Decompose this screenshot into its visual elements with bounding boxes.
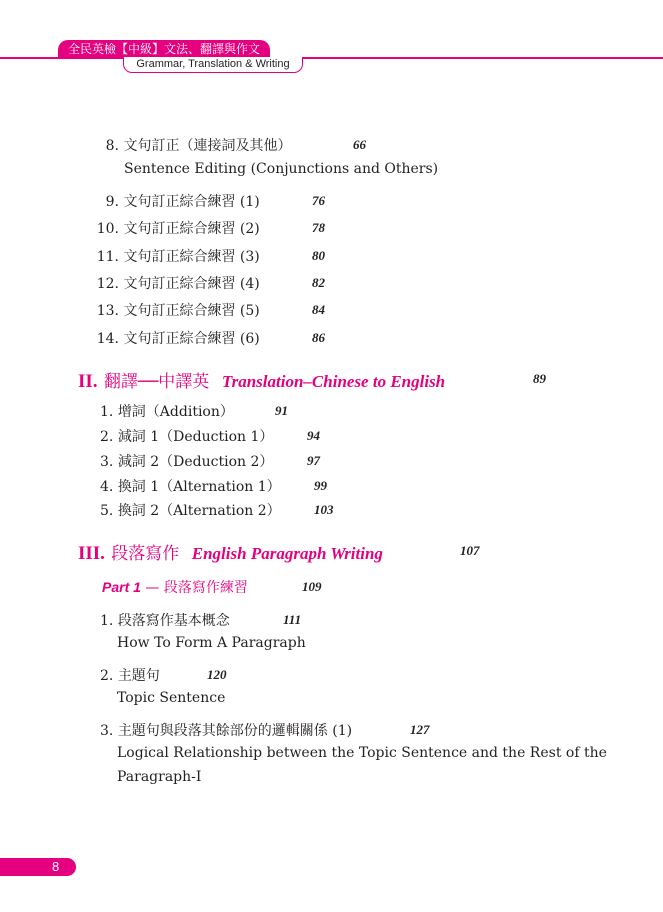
entry-number: 12.	[96, 276, 119, 292]
section-page: 107	[460, 543, 480, 558]
section-title-zh: 翻譯──中譯英	[103, 372, 210, 392]
footer-page-tab	[0, 858, 76, 876]
section-title-en: English Paragraph Writing	[191, 544, 383, 563]
entry-title: 文句訂正（連接詞及其他）	[123, 138, 292, 154]
toc-entry[interactable]	[100, 476, 281, 496]
entry-page: 91	[275, 403, 288, 418]
entry-title: 段落寫作基本概念	[117, 613, 230, 629]
entry-number: 10.	[96, 221, 119, 237]
entry-title: 文句訂正綜合練習 (5)	[123, 303, 260, 319]
header-title: 全民英檢【中級】文法、翻譯與作文	[58, 40, 270, 58]
entry-page: 99	[314, 478, 327, 493]
entry-title: 主題句與段落其餘部份的邏輯關係 (1)	[117, 723, 353, 739]
entry-title: 換詞 1（Alternation 1）	[117, 479, 281, 495]
section-title-en: Translation–Chinese to English	[221, 372, 446, 391]
section-heading[interactable]	[78, 367, 445, 393]
toc-entry[interactable]	[100, 451, 273, 471]
entry-page: 76	[312, 193, 325, 208]
entry-title: 文句訂正綜合練習 (1)	[123, 194, 260, 210]
toc-entry[interactable]	[95, 218, 260, 238]
entry-number: 1.	[100, 404, 114, 420]
entry-title: 文句訂正綜合練習 (6)	[123, 331, 260, 347]
entry-number: 3.	[100, 454, 114, 470]
entry-number: 13.	[96, 303, 119, 319]
part-page: 109	[302, 579, 322, 594]
toc-entry[interactable]	[95, 300, 260, 320]
entry-page: 97	[307, 453, 320, 468]
toc-entry[interactable]	[100, 665, 160, 685]
section-title-zh: 段落寫作	[111, 544, 180, 564]
section-number: III.	[78, 543, 105, 564]
entry-subtitle: How To Form A Paragraph	[117, 635, 306, 651]
part-heading[interactable]	[102, 577, 248, 597]
entry-subtitle-continued: Paragraph-I	[117, 769, 202, 785]
entry-number: 4.	[100, 479, 114, 495]
entry-page: 111	[283, 612, 302, 627]
section-heading[interactable]	[78, 539, 383, 565]
entry-title: 主題句	[117, 668, 160, 684]
entry-number: 5.	[100, 503, 114, 519]
toc-entry[interactable]	[100, 610, 230, 630]
toc-entry[interactable]	[95, 191, 260, 211]
entry-page: 127	[410, 722, 430, 737]
entry-title: 文句訂正綜合練習 (2)	[123, 221, 260, 237]
toc-entry[interactable]	[100, 720, 352, 740]
entry-subtitle: Topic Sentence	[117, 690, 226, 706]
entry-number: 1.	[100, 613, 114, 629]
toc-entry[interactable]	[95, 273, 260, 293]
part-title: — 段落寫作練習	[145, 580, 248, 596]
entry-title: 增詞（Addition）	[117, 404, 234, 420]
entry-number: 9.	[105, 194, 119, 210]
section-page: 89	[533, 371, 546, 386]
entry-number: 8.	[105, 138, 119, 154]
toc-entry[interactable]	[95, 246, 260, 266]
entry-page: 103	[314, 502, 334, 517]
entry-page: 80	[312, 248, 325, 263]
entry-subtitle: Logical Relationship between the Topic Sentence and the Rest of the	[117, 745, 607, 761]
toc-entry[interactable]	[100, 500, 281, 520]
entry-page: 82	[312, 275, 325, 290]
entry-number: 2.	[100, 668, 114, 684]
entry-number: 2.	[100, 429, 114, 445]
entry-page: 94	[307, 428, 320, 443]
entry-title: 文句訂正綜合練習 (4)	[123, 276, 260, 292]
entry-page: 120	[207, 667, 227, 682]
entry-title: 減詞 1（Deduction 1）	[117, 429, 274, 445]
entry-page: 86	[312, 330, 325, 345]
entry-number: 11.	[96, 249, 119, 265]
entry-page: 78	[312, 220, 325, 235]
toc-entry[interactable]	[100, 426, 273, 446]
part-label: Part 1	[102, 579, 141, 595]
entry-subtitle: Sentence Editing (Conjunctions and Others)	[124, 161, 439, 177]
page-number: 8	[52, 859, 60, 874]
toc-entry[interactable]	[95, 328, 260, 348]
section-number: II.	[78, 371, 98, 392]
entry-number: 3.	[100, 723, 114, 739]
toc-entry[interactable]	[100, 401, 234, 421]
entry-title: 減詞 2（Deduction 2）	[117, 454, 274, 470]
toc-entry[interactable]	[95, 135, 291, 155]
entry-page: 66	[353, 137, 366, 152]
entry-title: 換詞 2（Alternation 2）	[117, 503, 281, 519]
entry-page: 84	[312, 302, 325, 317]
entry-number: 14.	[96, 331, 119, 347]
header-subtitle: Grammar, Translation & Writing	[123, 57, 303, 73]
entry-title: 文句訂正綜合練習 (3)	[123, 249, 260, 265]
